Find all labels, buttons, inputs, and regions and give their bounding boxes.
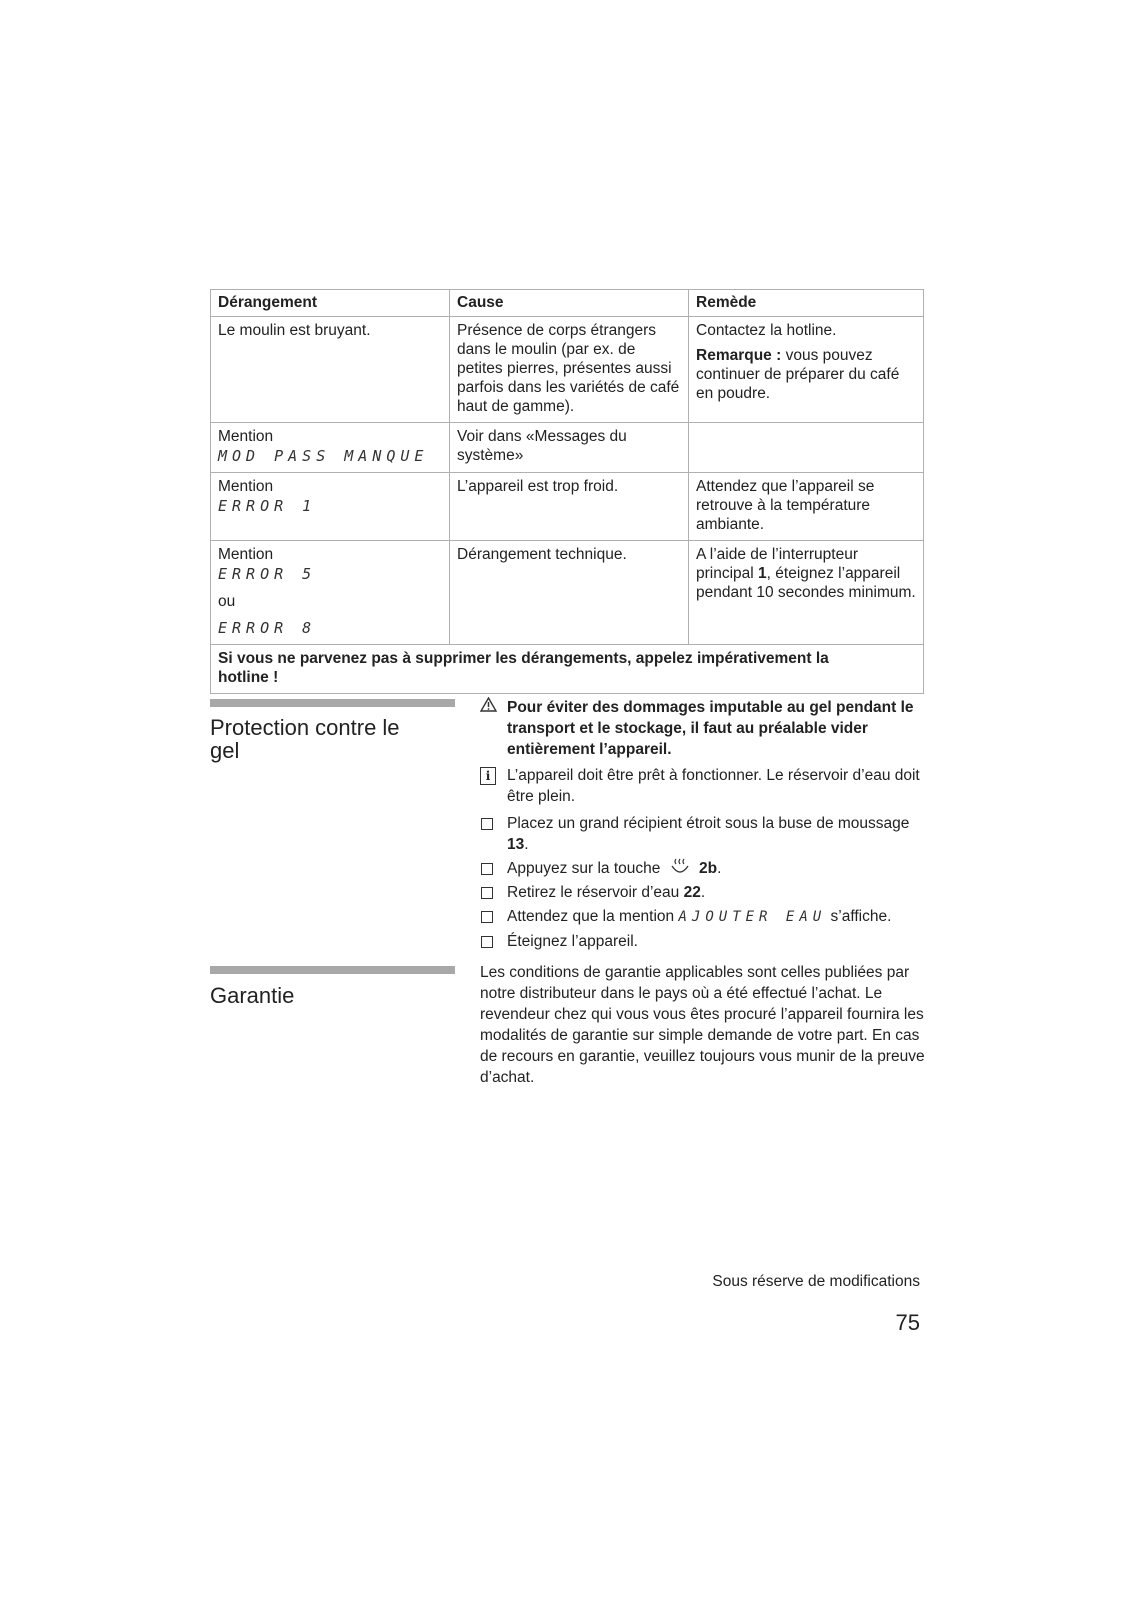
header-fault: Dérangement — [211, 290, 450, 317]
frost-content — [480, 697, 930, 952]
step-ref: 22 — [683, 884, 701, 901]
fault-label: Mention — [218, 478, 274, 495]
troubleshooting-table — [210, 289, 924, 694]
fault-cell — [211, 541, 450, 645]
section-bar — [210, 966, 455, 974]
fault-cell — [211, 423, 450, 473]
table-header-row — [211, 290, 924, 317]
info-icon: i — [480, 767, 496, 785]
fault-label: Mention — [218, 428, 274, 445]
info-text: L’appareil doit être prêt à fonctionner. Le réservoir d’eau doit être plein. — [507, 767, 920, 805]
warning-icon — [480, 697, 507, 712]
table-footer: Si vous ne parvenez pas à supprimer les dérangements, appelez impérativement la hotline ! — [211, 645, 924, 694]
display-message: MOD PASS MANQUE — [218, 447, 429, 465]
table-footer-row — [211, 645, 924, 694]
list-item — [480, 931, 930, 952]
remedy-cell — [689, 317, 924, 423]
remedy-note-text: vous pouvez continuer de préparer du café en poudre. — [696, 347, 900, 402]
table-row — [211, 473, 924, 541]
section-title-frost: Protection contre le gel — [210, 715, 400, 763]
checkbox-bullet-icon — [481, 936, 493, 948]
list-item — [480, 906, 930, 928]
remedy-note — [696, 346, 916, 403]
guarantee-text: Les conditions de garantie applicables sont celles publiées par notre distributeur dans le pays où a été effectué l’achat. Le revendeur chez qui vous vous êtes procuré l’appareil fournira les modalités de garantie sur simple demande de votre part. En cas de recours en garantie, veuillez toujours vous munir de la preuve d’achat. — [480, 964, 925, 1086]
steam-icon — [669, 858, 691, 876]
header-cause: Cause — [450, 290, 689, 317]
warning-text: Pour éviter des dommages imputable au gel pendant le transport et le stockage, il faut au préalable vider entièrement l’appareil. — [507, 699, 914, 758]
checkbox-bullet-icon — [481, 863, 493, 875]
page-number: 75 — [895, 1310, 920, 1335]
display-message: AJOUTER EAU — [678, 909, 827, 925]
list-item — [480, 813, 930, 855]
list-item — [480, 858, 930, 879]
checkbox-bullet-icon — [481, 911, 493, 923]
step-text: Retirez le réservoir d’eau — [507, 884, 684, 901]
step-ref: 13 — [507, 836, 525, 853]
remedy-cell — [689, 423, 924, 473]
list-item — [480, 882, 930, 903]
step-end: . — [524, 836, 529, 853]
or-text: ou — [218, 593, 236, 610]
fault-cell: Le moulin est bruyant. — [211, 317, 450, 423]
cause-cell: Présence de corps étrangers dans le moulin (par ex. de petites pierres, présentes aussi parfois dans les variétés de café haut de gamme). — [450, 317, 689, 423]
section-bar — [210, 699, 455, 707]
step-end: . — [717, 860, 722, 877]
display-message: ERROR 5 — [218, 565, 317, 583]
section-title-guarantee: Garantie — [210, 983, 295, 1008]
step-end: . — [700, 884, 706, 901]
step-end: s’affiche. — [826, 908, 892, 925]
footer-note: Sous réserve de modifications — [712, 1273, 920, 1290]
table-row — [211, 541, 924, 645]
checkbox-bullet-icon — [481, 818, 493, 830]
display-message: ERROR 1 — [218, 497, 317, 515]
cause-cell: L’appareil est trop froid. — [450, 473, 689, 541]
table-row — [211, 423, 924, 473]
fault-label: Mention — [218, 546, 274, 563]
warning-block — [480, 697, 930, 760]
remedy-note-label: Remarque : — [696, 347, 782, 364]
remedy-cell: Attendez que l’appareil se retrouve à la température ambiante. — [689, 473, 924, 541]
step-ref: 2b — [699, 860, 718, 877]
fault-cell — [211, 473, 450, 541]
remedy-text: Contactez la hotline. — [696, 322, 837, 339]
checkbox-bullet-icon — [481, 887, 493, 899]
cause-cell: Voir dans «Messages du système» — [450, 423, 689, 473]
step-text: Attendez que la mention — [507, 908, 679, 925]
remedy-ref: 1 — [758, 565, 767, 582]
info-block — [480, 765, 930, 807]
remedy-cell — [689, 541, 924, 645]
display-message: ERROR 8 — [218, 619, 317, 637]
remedy-text: A l’aide de l’interrupteur principal — [696, 546, 858, 582]
step-text: Appuyez sur la touche — [507, 860, 665, 877]
remedy-text: , éteignez l’appareil pendant 10 secondes minimum. — [696, 565, 916, 601]
table-row — [211, 317, 924, 423]
header-remedy: Remède — [689, 290, 924, 317]
cause-cell: Dérangement technique. — [450, 541, 689, 645]
step-text: Placez un grand récipient étroit sous la buse de moussage — [507, 815, 910, 832]
step-text: Éteignez l’appareil. — [507, 933, 638, 950]
